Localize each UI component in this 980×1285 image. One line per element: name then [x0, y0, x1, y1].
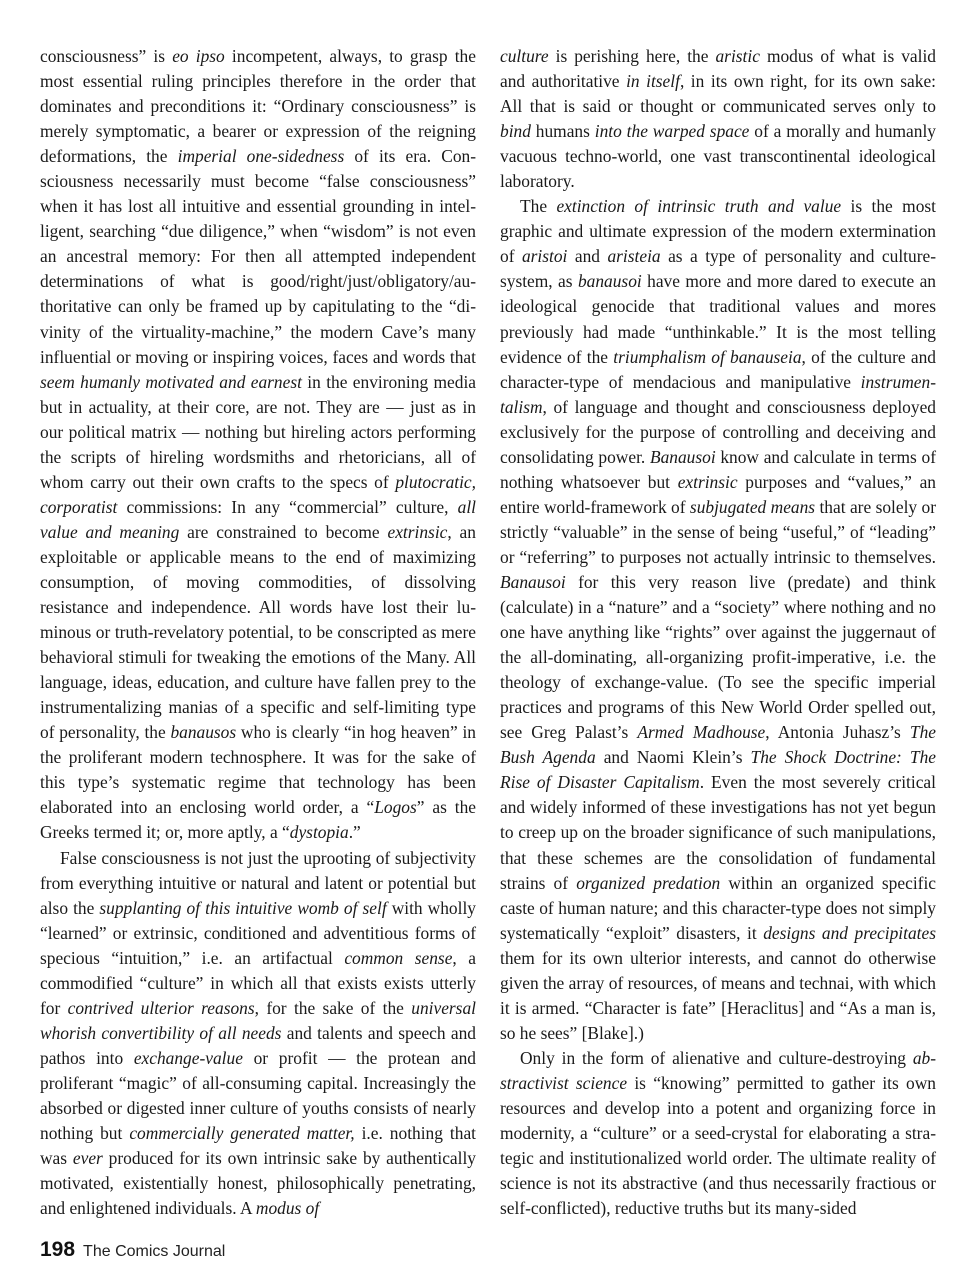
- italic-text: common sense: [344, 947, 453, 968]
- text-run: consciousness” is: [40, 46, 173, 66]
- italic-text: all value and meaning: [40, 496, 476, 542]
- right-column: [500, 44, 936, 1221]
- italic-text: The Shock Doctrine: The Rise of Disaster Capitalism: [500, 747, 936, 793]
- text-run: ” as the Greeks termed it; or, more aptly, a “: [40, 797, 476, 843]
- italic-text: extrinsic: [677, 471, 738, 492]
- text-run: are constrained to become: [179, 521, 388, 542]
- italic-text: banausos: [170, 722, 237, 743]
- text-run: , an exploitable or applicable means to the end of maximizing consumption, of moving commodities, of dissolving resistance and independence. All words have lost their luminous or truth-revelatory potential, to be conscripted as mere behavioral stimuli for tweaking the emotions of the Many. All language, ideas, education, and culture have fallen prey to the instrumentalizing manias of a specific and self-limiting type of personality, the: [40, 521, 476, 743]
- text-run: incompetent, always, to grasp the most essential ruling principles therefore in the order that dominates and preconditions it: “Ordinary consciousness” is merely symptomatic, a bearer or expression of the reigning deformations, the: [40, 46, 476, 167]
- text-run: Only in the form of alienative and culture-destroying: [520, 1047, 913, 1068]
- text-run: is “knowing” permitted to gather its own resources and develop into a potent and organizing force in modernity, a “culture” or a seed-crystal for elaborating a strategic and institutionalized world order. The ultimate reality of science is not its abstractive (and thus necessarily fractious or self-conflicted), reductive truths but its many-sided: [500, 1072, 936, 1219]
- italic-text: Armed Madhouse: [637, 722, 766, 743]
- paragraph: [40, 846, 476, 1222]
- italic-text: ever: [72, 1148, 103, 1169]
- italic-text: modus of: [255, 1198, 320, 1219]
- italic-text: dystopia: [289, 822, 349, 843]
- text-run: with wholly “learned” or extrinsic, conditioned and adventitious forms of specious “intuition,” i.e. an artifactual: [40, 897, 476, 968]
- italic-text: instrumentalism: [500, 371, 936, 417]
- italic-text: aristoi: [521, 246, 568, 267]
- text-run: who is clearly “in hog heaven” in the proliferant modern technosphere. It was for the sake of this type’s systematic regime that technology has been elaborated into an enclosing world order, a “: [40, 722, 476, 818]
- text-run: , Antonia Juhasz’s: [765, 722, 910, 743]
- text-run: modus of what is valid and authoritative: [500, 46, 936, 92]
- left-column: [40, 44, 476, 1221]
- italic-text: supplanting of this intuitive womb of self: [99, 897, 387, 918]
- italic-text: aristeia: [607, 246, 661, 267]
- italic-text: culture: [500, 46, 549, 66]
- text-run: as a type of personality and culture-system, as: [500, 246, 936, 292]
- italic-text: commercially generated matter,: [129, 1123, 355, 1144]
- page-footer: [40, 1238, 225, 1268]
- text-run: or profit — the protean and proliferant “magic” of all-consuming capital. Increasingly the absorbed or digested inner culture of youths consists of nearly nothing but: [40, 1047, 476, 1144]
- text-run: and: [567, 246, 608, 267]
- text-run: humans: [530, 121, 595, 142]
- text-run: .”: [348, 822, 361, 843]
- italic-text: eo ipso: [172, 46, 225, 66]
- text-run: is the most graphic and ultimate expression of the modern extermination of: [500, 196, 937, 267]
- text-run: and talents and speech and pathos into: [40, 1022, 476, 1068]
- text-run: them for its own ulterior interests, and cannot do otherwise given the array of resources, of means and technai, with which it is armed. “Character is fate” [Heraclitus] and “As a man is, so he sees” [Blake].): [500, 947, 936, 1043]
- text-run: i.e. nothing that was: [40, 1123, 476, 1169]
- text-run: that are solely or strictly “valuable” in the sense of being “useful,” of “leading” or “referring” to purposes not actually intrinsic to themselves.: [500, 496, 936, 567]
- text-run: is perishing here, the: [548, 46, 716, 66]
- text-run: within an organized specific caste of human nature; and this character-type does not simply systematically “exploit” disasters, it: [500, 872, 936, 943]
- text-run: False consciousness is not just the uprooting of subjectivity from everything intuitive or natural and latent or potential but also the: [40, 847, 476, 918]
- paragraph: [500, 44, 936, 194]
- italic-text: Logos: [374, 797, 417, 818]
- text-run: , of the culture and character-type of mendacious and manipulative: [500, 346, 936, 392]
- text-run: know and calculate in terms of nothing whatsoever but: [500, 446, 937, 492]
- italic-text: extrinsic: [387, 521, 448, 542]
- italic-text: triumphalism of banauseia: [613, 346, 802, 367]
- publication-name: The Comics Journal: [83, 1243, 226, 1260]
- page-number: 198: [40, 1238, 76, 1261]
- italic-text: exchange-value: [133, 1047, 243, 1068]
- text-run: and Naomi Klein’s: [595, 747, 751, 768]
- italic-text: subjugated means: [689, 496, 816, 517]
- text-run: commissions: In any “commercial” culture,: [117, 496, 458, 517]
- text-run: , in its own right, for its own sake: All that is said or thought or communicated serves only to: [500, 71, 936, 117]
- text-run: have more and more dared to execute an ideological genocide that traditional values and mores previously had made “unthinkable.” It is the most telling evidence of the: [500, 271, 937, 367]
- italic-text: contrived ulterior reasons: [67, 997, 255, 1018]
- italic-text: universal whorish convertibility of all needs: [40, 997, 476, 1043]
- paragraph: [40, 44, 476, 846]
- italic-text: abstractivist science: [500, 1047, 936, 1093]
- italic-text: banausoi: [577, 271, 642, 292]
- italic-text: The Bush Agenda: [500, 722, 937, 768]
- text-run: , a commodified “culture” in which all that exists exists utterly for: [40, 947, 476, 1018]
- italic-text: imperial one-sidedness: [177, 146, 345, 167]
- italic-text: into the warped space: [594, 121, 750, 142]
- text-run: . Even the most severely critical and widely informed of these investigations has not yet begun to creep up on the broader significance of such manipulations, that these schemes are the consolidation of fundamental strains of: [500, 772, 936, 893]
- text-run: in the environing media but in actuality, at their core, are not. They are — just as in our political matrix — nothing but hireling actors performing the scripts of hireling wordsmiths and rhetoricians, all of whom carry out their own crafts to the specs of: [40, 371, 476, 492]
- text-run: , of language and thought and consciousness deployed exclusively for the purpose of controlling and deceiving and consolidating power.: [500, 396, 936, 467]
- text-run: of a morally and humanly vacuous techno-world, one vast transcontinental ideological laboratory.: [500, 121, 936, 192]
- text-run: produced for its own intrinsic sake by authentically motivated, existentially honest, philosophically penetrating, and enlightened individuals. A: [40, 1148, 476, 1219]
- text-run: purposes and “values,” an entire world-framework of: [500, 471, 936, 517]
- italic-text: seem humanly motivated and earnest: [40, 371, 302, 392]
- italic-text: in itself: [626, 71, 680, 92]
- italic-text: extinction of intrinsic truth and value: [556, 196, 842, 217]
- italic-text: aristic: [715, 46, 760, 66]
- text-run: of its era. Consciousness necessarily must become “false consciousness” when it has lost all intuitive and essential grounding in intelligent, searching “due diligence,” when “wisdom” is not even an ancestral memory: For then all attempted independent determinations of what is good/right/just/obligatory/authoritative can only be framed up by capitulating to the “divinity of the virtuality-machine,” the modern Cave’s many influential or moving or inspiring voices, faces and words that: [40, 146, 477, 367]
- italic-text: Banausoi: [500, 571, 566, 592]
- italic-text: bind: [500, 121, 531, 142]
- paragraph: [500, 1046, 936, 1221]
- italic-text: Banausoi: [649, 446, 716, 467]
- text-run: , for the sake of the: [254, 997, 412, 1018]
- paragraph: [500, 194, 936, 1046]
- text-run: The: [520, 196, 557, 217]
- italic-text: designs and precipitates: [763, 922, 936, 943]
- italic-text: plutocratic, corporatist: [40, 471, 476, 517]
- italic-text: organized predation: [576, 872, 721, 893]
- text-run: for this very reason live (predate) and think (calculate) in a “nature” and a “society” where nothing and no one have anything like “rights” over against the juggernaut of the all-dominating, all-organizing profit-imperative, i.e. the theology of exchange-value. (To see the specific imperial practices and programs of this New World Order spelled out, see Greg Palast’s: [500, 571, 936, 743]
